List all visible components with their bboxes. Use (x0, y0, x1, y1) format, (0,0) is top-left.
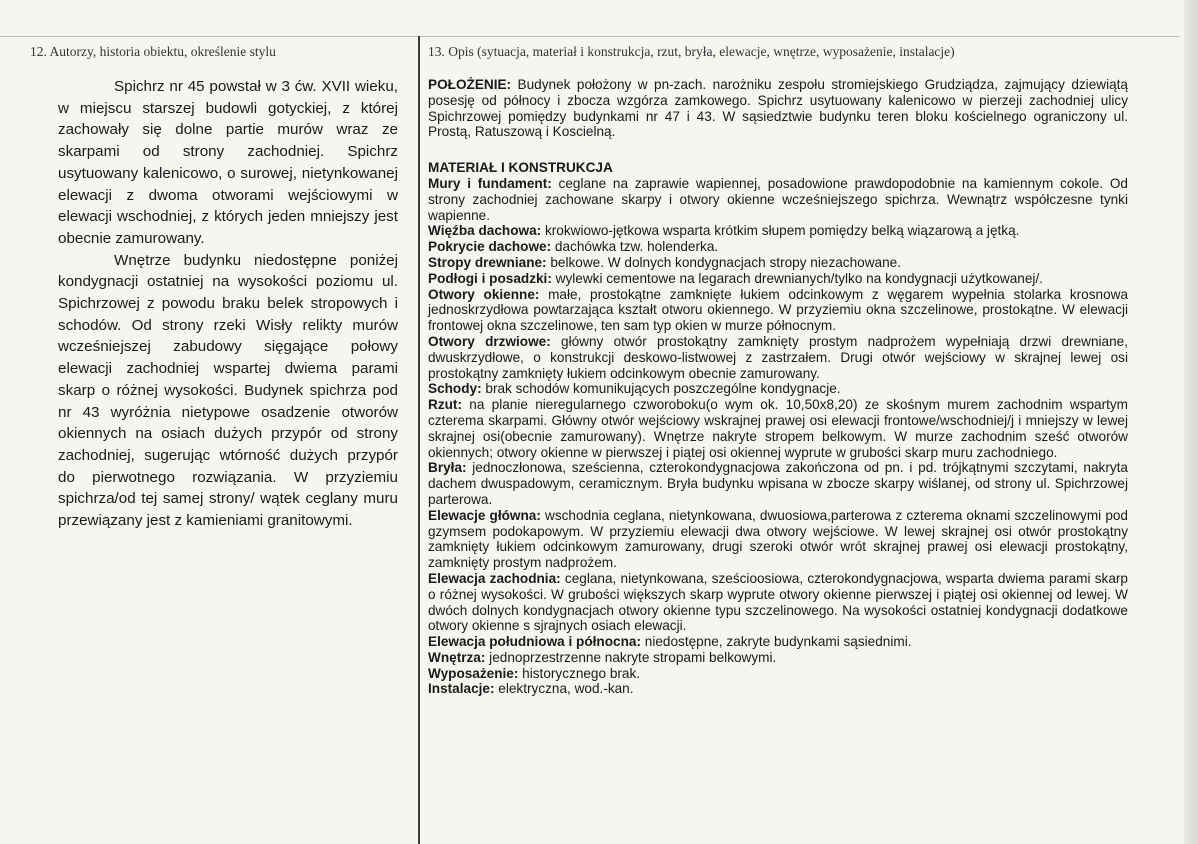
item-text: małe, prostokątne zamknięte łukiem odcinkowym z węgarem wypełnia stolarka krosnowa jednoskrzydłowa powtarzająca kształt otworu okiennego. W przyziemiu okna szczelinowe, prostokątne. W elewacji frontowej okna szczelinowe, ten sam typ okien w murze północnym. (428, 286, 1129, 334)
item-text: krokwiowo-jętkowa wsparta krótkim słupem pomiędzy belką wiązarową a jętką. (541, 223, 1020, 239)
top-rule (0, 36, 1180, 37)
history-paragraph-2: Wnętrze budynku niedostępne poniżej kondygnacji ostatniej na wysokości poziomu ul. Spichrzowej z powodu braku belek stropowych i schodów. Od strony rzeki Wisły relikty murów wcześniejszej zabudowy sięgające połowy elewacji zachodniej wspartej dwiema parami skarp o różnej wysokości. Budynek spichrza pod nr 43 wyróżnia nietypowe osadzenie otworów okiennych na osiach dużych przypór od strony zachodniej, sugerując wtórność dużych przypór do pierwotnego rozwiązania. W przyziemiu spichrza/od tej samej strony/ wątek ceglany muru przewiązany jest z kamieniami granitowymi. (58, 251, 398, 530)
location-label: POŁOŻENIE: (428, 77, 512, 92)
item-text: jednoczłonowa, sześcienna, czterokondygnacjowa zakończona od pn. i pd. trójkątnymi szczytami, nakryta dachem dwuspadowym, ceramicznym. Bryła budynku wpisana w zbocze skarpy wiślanej, od strony ul. Spichrzowej parterowa. (428, 460, 1128, 507)
item-text: belkowe. W dolnych kondygnacjach stropy niezachowane. (546, 254, 901, 270)
item-text: dachówka tzw. holenderka. (551, 239, 719, 255)
item-text: jednoprzestrzenne nakryte stropami belkowymi. (485, 649, 777, 665)
location-text: Budynek położony w pn-zach. narożniku zespołu stromiejskiego Grudziądza, zajmujący dziewiątą posesję od północy i zbocza wzgórza zamkowego. Spichrz usytuowany kalenicowo w pierzeji zachodniej ulicy Spichrzowej pomiędzy budynkami nr 47 i 43. W sąsiedztwie budynku teren bloku kościelnego ograniczony ul. Prostą, Ratuszową i Koscielną. (428, 77, 1128, 140)
item-elewacja-zachodnia (428, 571, 1128, 634)
right-column-header: 13. Opis (sytuacja, materiał i konstrukcja, rzut, bryła, elewacje, wnętrze, wyposażenie, instalacje) (428, 44, 955, 59)
item-bryla (428, 460, 1128, 507)
item-elewacja-pd-pn (428, 634, 1128, 650)
item-text: ceglane na zaprawie wapiennej, posadowione prawdopodobnie na kamiennym cokole. Od strony zachodniej zachowane skarpy i otwory okienne wcześniejszego spichrza. Wewnątrz współczesne tynki wapienne. (428, 175, 1128, 223)
item-wnetrza (428, 650, 1128, 666)
item-label: Otwory drzwiowe: (428, 333, 551, 349)
item-pokrycie (428, 239, 1128, 255)
item-label: Więźba dachowa: (428, 223, 542, 239)
item-text: wschodnia ceglana, nietynkowana, dwuosiowa,parterowa z czterema oknami szczelinowymi pod gzymsem podokapowym. W przyziemiu elewacji dwa otwory wejściowe. W lewej skrajnej osi otwór prostokątny zamknięty łukiem odcinkowym zamurowany, drugi szeroki otwór wrót skrajnej prawej osi elewacji prostokątny, zamknięty prostym nadprożem. (428, 507, 1128, 571)
item-wyposazenie (428, 666, 1128, 682)
left-column-header: 12. Autorzy, historia obiektu, określenie stylu (30, 44, 276, 59)
item-label: Elewacja zachodnia: (428, 570, 561, 586)
item-text: brak schodów komunikujących poszczególne kondygnacje. (481, 381, 841, 397)
item-text: wylewki cementowe na legarach drewnianych/tylko na kondygnacji użytkowanej/. (551, 270, 1043, 286)
item-label: Rzut: (428, 397, 462, 413)
item-label: Elewacje główna: (428, 507, 541, 523)
item-label: Wyposażenie: (428, 665, 519, 681)
item-label: Mury i fundament: (428, 175, 552, 191)
item-elewacje-glowna (428, 508, 1128, 571)
item-text: na planie nieregularnego czworoboku(o wym ok. 10,50x8,20) ze skośnym murem zachodnim wspartym czterema skarpami. Główny otwór wejściowy wskrajnej prawej osi elewacji frontowe/wschodniej/j i mniejszy w lewej skrajnej osi(obecnie zamurowany). Wnętrze nakryte stropem belkowym. W murze zachodnim sześć otworów okiennych; otwory okienne w pierwszej i piątej osi okiennej wyprute w grubości skarp muru zachodniego. (428, 397, 1128, 460)
item-label: Otwory okienne: (428, 286, 540, 302)
item-wiezba (428, 223, 1128, 239)
item-text: niedostępne, zakryte budynkami sąsiednimi. (641, 634, 912, 650)
item-label: Schody: (428, 381, 482, 397)
page-edge-shadow (1184, 0, 1198, 844)
column-divider (418, 36, 420, 844)
item-label: Instalacje: (428, 681, 495, 697)
item-rzut (428, 397, 1128, 460)
item-text: elektryczna, wod.-kan. (494, 681, 634, 697)
item-podlogi (428, 271, 1128, 287)
item-text: główny otwór prostokątny zamknięty prostym nadprożem wypełniają drzwi drewniane, dwuskrzydłowe, o konstrukcji deskowo-listwowej z zastrzałem. Drugi otwór wejściowy w skrajnej lewej osi prostokątny zamknięty łukiem odcinkowym obecnie zamurowany. (428, 333, 1129, 381)
material-section-title: MATERIAŁ I KONSTRUKCJA (428, 160, 613, 176)
item-label: Pokrycie dachowe: (428, 239, 552, 255)
history-paragraph-1: Spichrz nr 45 powstał w 3 ćw. XVII wieku, w miejscu starszej budowli gotyckiej, z której zachowały się dolne partie murów wraz ze skarpami od strony zachodniej. Spichrz usytuowany kalenicowo, o surowej, nietynkowanej elewacji z dwoma otworami wejściowymi w elewacji wschodniej, z których jeden mniejszy jest obecnie zamurowany. (58, 78, 398, 247)
item-otwory-drzwiowe (428, 334, 1128, 381)
item-label: Podłogi i posadzki: (428, 270, 552, 286)
item-label: Bryła: (428, 460, 467, 476)
description-text-column (428, 77, 1128, 697)
item-text: ceglana, nietynkowana, sześcioosiowa, czterokondygnacjowa, wsparta dwiema parami skarp o różnej wysokości. W grubości większych skarp wyprute otwory okienne pierwszej i piątej osi okiennej od lewej. W dwóch dolnych kondygnacjach otwory okienne typu szczelinowego. Na wysokości ostatniej kondygnacji dodatkowe otwory okienne s sjrajnych osiach elewacji. (428, 570, 1128, 634)
item-mury (428, 176, 1128, 223)
item-schody (428, 381, 1128, 397)
item-otwory-okienne (428, 287, 1128, 334)
item-text: historycznego brak. (518, 665, 641, 681)
item-instalacje (428, 681, 1128, 697)
item-label: Wnętrza: (428, 649, 486, 665)
location-paragraph (428, 77, 1128, 140)
item-label: Stropy drewniane: (428, 254, 547, 270)
item-stropy (428, 255, 1128, 271)
item-label: Elewacja południowa i północna: (428, 634, 641, 650)
history-text-column (58, 76, 398, 532)
